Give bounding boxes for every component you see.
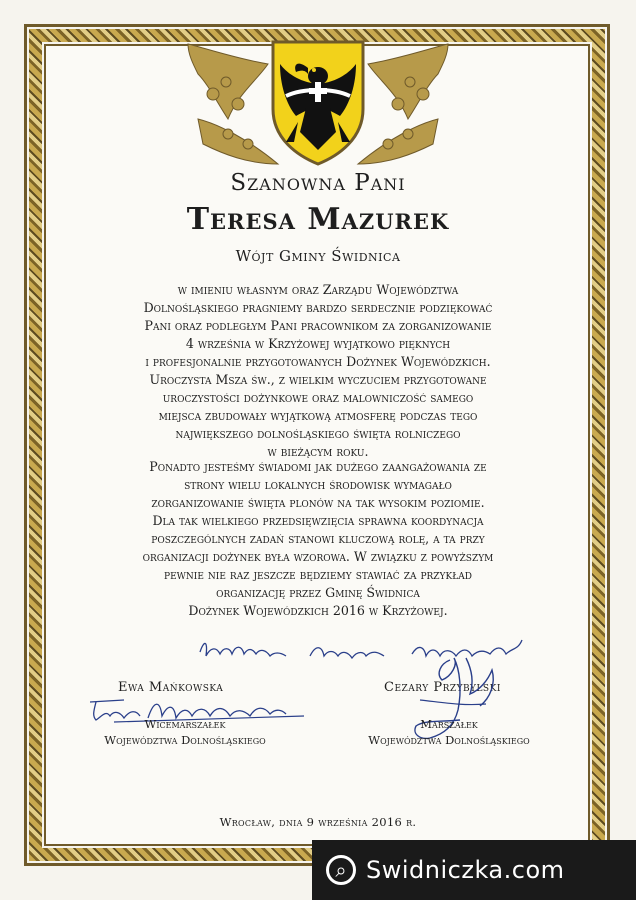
watermark-text: Swidniczka.com (366, 856, 565, 884)
search-icon: ⌕ (326, 855, 356, 885)
salutation: Szanowna Pani (230, 170, 406, 196)
signatory-1-title: Wicemarszałek (144, 717, 226, 731)
paragraph-line: Dla tak wielkiego przedsięwzięcia sprawna koordynacja (152, 513, 484, 528)
site-watermark (312, 840, 636, 900)
paragraph-line: Pani oraz podległym Pani pracownikom za zorganizowanie (144, 318, 492, 333)
paragraph-line: Ponadto jesteśmy świadomi jak dużego zaangażowania ze (149, 459, 487, 474)
eagle-icon (280, 64, 356, 150)
signatory-2-name: Cezary Przybylski (384, 680, 501, 695)
recipient-name: Teresa Mazurek (186, 202, 450, 237)
paragraph-line: uroczystości dożynkowe oraz malowniczość samego (162, 390, 474, 405)
paragraph-line: Dolnośląskiego pragniemy bardzo serdecznie podziękować (143, 300, 493, 315)
paragraph-line: i profesjonalnie przygotowanych Dożynek Wojewódzkich. (145, 354, 491, 369)
paragraph-line: miejsca zbudowały wyjątkową atmosferę podczas tego (158, 408, 478, 423)
signatory-1-name: Ewa Mańkowska (118, 680, 224, 695)
signatory-1-role (80, 716, 290, 748)
wreath-left-ornament (188, 44, 278, 164)
paragraph-line: największego dolnośląskiego święta rolniczego (175, 426, 461, 441)
paragraph-line: 4 września w Krzyżowej wyjątkowo pięknych (185, 336, 451, 351)
signatory-1-organization: Województwa Dolnośląskiego (104, 733, 266, 747)
letter-paragraph-2 (70, 458, 566, 620)
paragraph-line: organizacji dożynek była wzorowa. W związku z powyższym (142, 549, 494, 564)
signatory-2-role (344, 716, 554, 748)
paragraph-line: strony wielu lokalnych środowisk wymagało (184, 477, 452, 492)
paragraph-line: pewnie nie raz jeszcze będziemy stawiać za przykład (164, 567, 472, 582)
place-and-date: Wrocław, dnia 9 września 2016 r. (219, 815, 417, 829)
paragraph-line: Uroczysta Msza św., z wielkim wyczuciem przygotowane (149, 372, 487, 387)
recipient-position: Wójt Gminy Świdnica (235, 247, 401, 265)
signatory-2-organization: Województwa Dolnośląskiego (368, 733, 530, 747)
coat-of-arms-crest (168, 24, 468, 174)
paragraph-line: w bieżącym roku. (267, 444, 369, 459)
signatory-2-title: Marszałek (420, 717, 478, 731)
letter-paragraph-1 (70, 281, 566, 461)
paragraph-line: poszczególnych zadań stanowi kluczową rolę, a ta przy (151, 531, 485, 546)
wreath-right-ornament (358, 44, 448, 164)
paragraph-line: Dożynek Wojewódzkich 2016 w Krzyżowej. (188, 603, 448, 618)
paragraph-line: organizację przez Gminę Świdnica (216, 585, 420, 600)
paragraph-line: zorganizowanie święta plonów na tak wysokim poziomie. (151, 495, 485, 510)
shield-emblem (273, 42, 363, 164)
paragraph-line: w imieniu własnym oraz Zarządu Województwa (177, 282, 459, 297)
